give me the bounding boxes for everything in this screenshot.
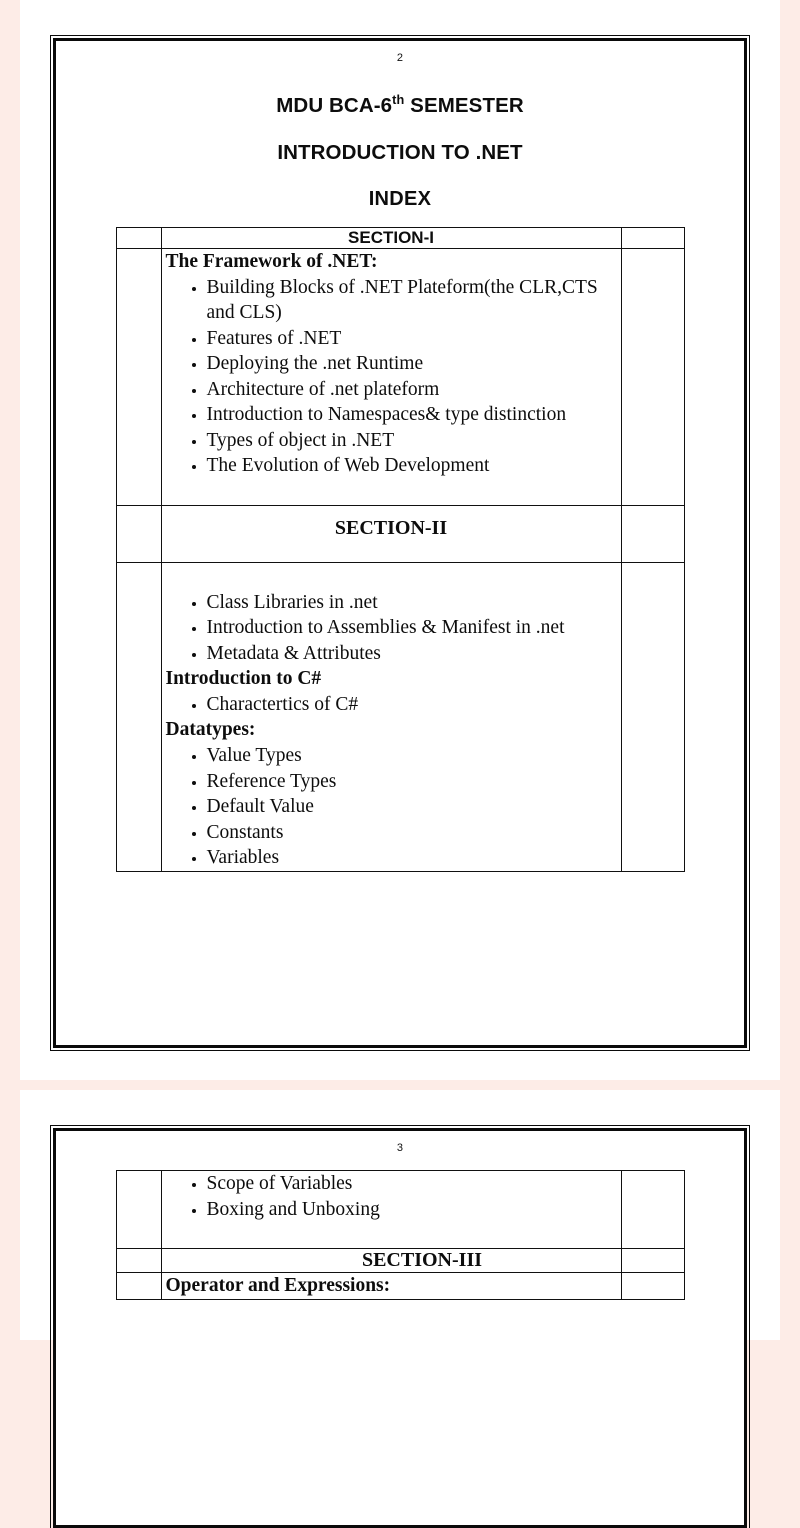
topic-group-heading: The Framework of .NET: [165,251,378,272]
doc-title-superscript: th [392,92,405,108]
document-subtitle: INTRODUCTION TO .NET [277,141,523,164]
section-label: SECTION-I [348,228,434,247]
row-left-spacer-cell [116,505,161,562]
section-content-cell-2-continued [161,1171,621,1249]
doc-title-main: MDU BCA-6 [276,94,393,117]
table-row [116,1249,684,1273]
row-left-spacer-cell [116,562,161,871]
section-label: SECTION-III [361,1249,483,1272]
row-right-spacer-cell [621,1273,684,1300]
table-row [116,249,684,506]
row-right-spacer-cell [621,249,684,506]
page-content-3 [56,1131,744,1525]
index-heading: INDEX [368,188,432,210]
section-content-cell-2 [161,562,621,871]
list-item: • The Evolution of Web Development [207,453,621,479]
row-left-spacer-cell [116,249,161,506]
list-item: • Class Libraries in .net [207,590,621,616]
row-right-spacer-cell [621,505,684,562]
table-row [116,1273,684,1300]
section-content-cell-1 [161,249,621,506]
list-item: • Scope of Variables [207,1171,621,1197]
list-item: • Metadata & Attributes [207,641,621,667]
row-left-spacer-cell [116,228,161,249]
list-item: • Default Value [207,794,621,820]
topic-group-heading: Datatypes: [165,719,256,741]
table-row [116,1171,684,1249]
topic-list [162,743,621,871]
topic-list [162,590,621,667]
page-number: 2 [396,52,404,64]
list-item: • Introduction to Assemblies & Manifest in .net [207,615,621,641]
topic-list [162,692,621,718]
page-content-2 [56,41,744,1045]
list-item: • Variables [207,845,621,871]
index-table-continued [116,1170,685,1300]
section-header-cell-2 [161,505,621,562]
list-item: • Charactertics of C# [207,692,621,718]
list-item: • Value Types [207,743,621,769]
list-item: • Architecture of .net plateform [207,377,621,403]
page-number: 3 [396,1142,404,1154]
section-header-cell-1 [161,228,621,249]
list-item: • Introduction to Namespaces& type distinction [207,402,621,428]
section-header-cell-3 [161,1249,621,1273]
topic-list [162,1171,621,1222]
row-right-spacer-cell [621,1249,684,1273]
doc-title-tail: SEMESTER [404,94,524,117]
topic-group-heading: Operator and Expressions: [165,1275,391,1297]
row-right-spacer-cell [621,1171,684,1249]
section-label: SECTION-II [334,516,448,539]
list-item: • Boxing and Unboxing [207,1197,621,1223]
row-right-spacer-cell [621,228,684,249]
title-block [68,94,732,211]
page-border-3 [53,1128,747,1528]
topic-group-heading: Introduction to C# [165,668,322,690]
row-right-spacer-cell [621,562,684,871]
table-row [116,228,684,249]
index-table [116,227,685,872]
row-left-spacer-cell [116,1171,161,1249]
topic-list [162,275,621,479]
page-border-2 [53,38,747,1048]
list-item: • Types of object in .NET [207,428,621,454]
page-title [68,94,732,118]
page-sheet-3 [20,1090,780,1340]
table-row [116,505,684,562]
list-item: • Deploying the .net Runtime [207,351,621,377]
section-content-cell-3 [161,1273,621,1300]
page-sheet-2 [20,0,780,1080]
list-item: • Reference Types [207,769,621,795]
row-left-spacer-cell [116,1249,161,1273]
list-item: • Features of .NET [207,326,621,352]
row-left-spacer-cell [116,1273,161,1300]
table-row [116,562,684,871]
list-item: • Building Blocks of .NET Plateform(the CLR,CTS and CLS) [207,275,621,326]
list-item: • Constants [207,820,621,846]
